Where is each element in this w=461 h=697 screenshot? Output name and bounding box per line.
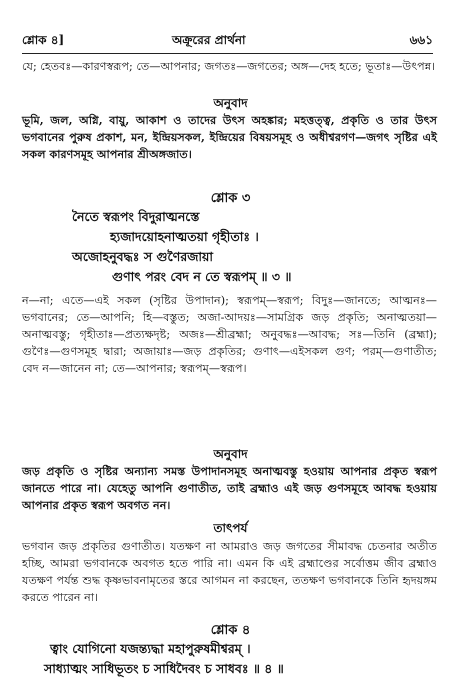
header-page-number: ৬৬১ — [409, 33, 433, 47]
verse-3-line-1: নৈতে স্বরূপং বিদুরাত্মনস্তে — [72, 209, 200, 224]
translation-2-heading: অনুবাদ — [213, 447, 248, 461]
running-header — [22, 32, 433, 50]
verse-3-line-3: অজোহনুবদ্ধঃ স গুণৈরজায়া — [72, 249, 214, 264]
synonyms-verse-3: ন—না; এতে—এই সকল (সৃষ্টির উপাদান); স্বরূপম্—স্বরূপ; বিদুঃ—জানতে; আত্মনঃ—ভগবানের; তে—আপনি; হি—বস্তুত; অজা-আদয়ঃ—সামগ্রিক জড় প্রকৃতি; অনাত্মতয়া—অনাত্মবস্তু; গৃহীতাঃ—প্রত্যক্ষদৃষ্ট; অজঃ—শ্রীব্রহ্মা; অনুবদ্ধঃ—আবদ্ধ; সঃ—তিনি (ব্রহ্মা); গুণৈঃ—গুণসমূহ দ্বারা; অজায়াঃ—জড় প্রকৃতির; গুণাৎ—এইসকল গুণ; পরম্—গুণাতীত; বেদ ন—জানেন না; তে—আপনার; স্বরূপম্—স্বরূপ। — [22, 294, 437, 375]
verse-3-heading: শ্লোক ৩ — [210, 191, 251, 206]
verse-4-heading: শ্লোক ৪ — [210, 623, 251, 638]
purport-heading: তাৎপর্য — [213, 521, 248, 535]
verse-3-line-2: হ্যজাদয়োহনাত্মতয়া গৃহীতাঃ । — [110, 229, 259, 244]
header-title: অক্রূরের প্রার্থনা — [172, 33, 246, 47]
synonyms-prev-verse: যে; হেতবঃ—কারণস্বরূপ; তে—আপনার; জগতঃ—জগতের; অঙ্গ—দেহ হতে; ভূতাঃ—উৎপন্ন। — [22, 60, 436, 73]
verse-3-line-4: গুণাৎ পরং বেদ ন তে স্বরূপম্ ॥ ৩ ॥ — [112, 269, 292, 284]
verse-4-line-2: সাধ্যাত্মং সাধিভূতং চ সাধিদৈবং চ সাধবঃ ॥ ৪ ॥ — [44, 661, 284, 676]
translation-heading: অনুবাদ — [213, 96, 248, 110]
header-rule — [22, 53, 433, 54]
header-verse-ref: শ্লোক ৪] — [22, 33, 65, 47]
translation-text: ভূমি, জল, অগ্নি, বায়ু, আকাশ ও তাদের উৎস অহঙ্কার; মহত্তত্ত্ব, প্রকৃতি ও তার উৎস ভগবানের পুরুষ প্রকাশ, মন, ইন্দ্রিয়সকল, ইন্দ্রিয়ের বিষয়সমূহ ও অধীশ্বরগণ—জগৎ সৃষ্টির এই সকল কারণসমূহ আপনার শ্রীঅঙ্গজাত। — [22, 113, 437, 161]
translation-2-text: জড় প্রকৃতি ও সৃষ্টির অন্যান্য সমস্ত উপাদানসমূহ অনাত্মবস্তু হওয়ায় আপনার প্রকৃত স্বরূপ জানতে পারে না। যেহেতু আপনি গুণাতীত, তাই ব্রহ্মাও এই জড় গুণসমূহে আবদ্ধ হওয়ায় আপনার প্রকৃত স্বরূপ অবগত নন। — [22, 464, 437, 512]
verse-4-line-1: ত্বাং যোগিনো যজন্ত্যদ্ধা মহাপুরুষমীশ্বরম্ । — [50, 641, 251, 656]
purport-text: ভগবান জড় প্রকৃতির গুণাতীত। যতক্ষণ না আমরাও জড় জগতের সীমাবদ্ধ চেতনার অতীত হচ্ছি, আমরা ভগবানকে অবগত হতে পারি না। এমন কি এই ব্রহ্মাণ্ডের সর্বোত্তম জীব ব্রহ্মাও যতক্ষণ পর্যন্ত শুদ্ধ কৃষ্ণভাবনামৃতের স্তরে আগমন না করছেন, ততক্ষণ ভগবানকে তিনি হৃদয়ঙ্গম করতে পারেন না। — [22, 540, 437, 604]
